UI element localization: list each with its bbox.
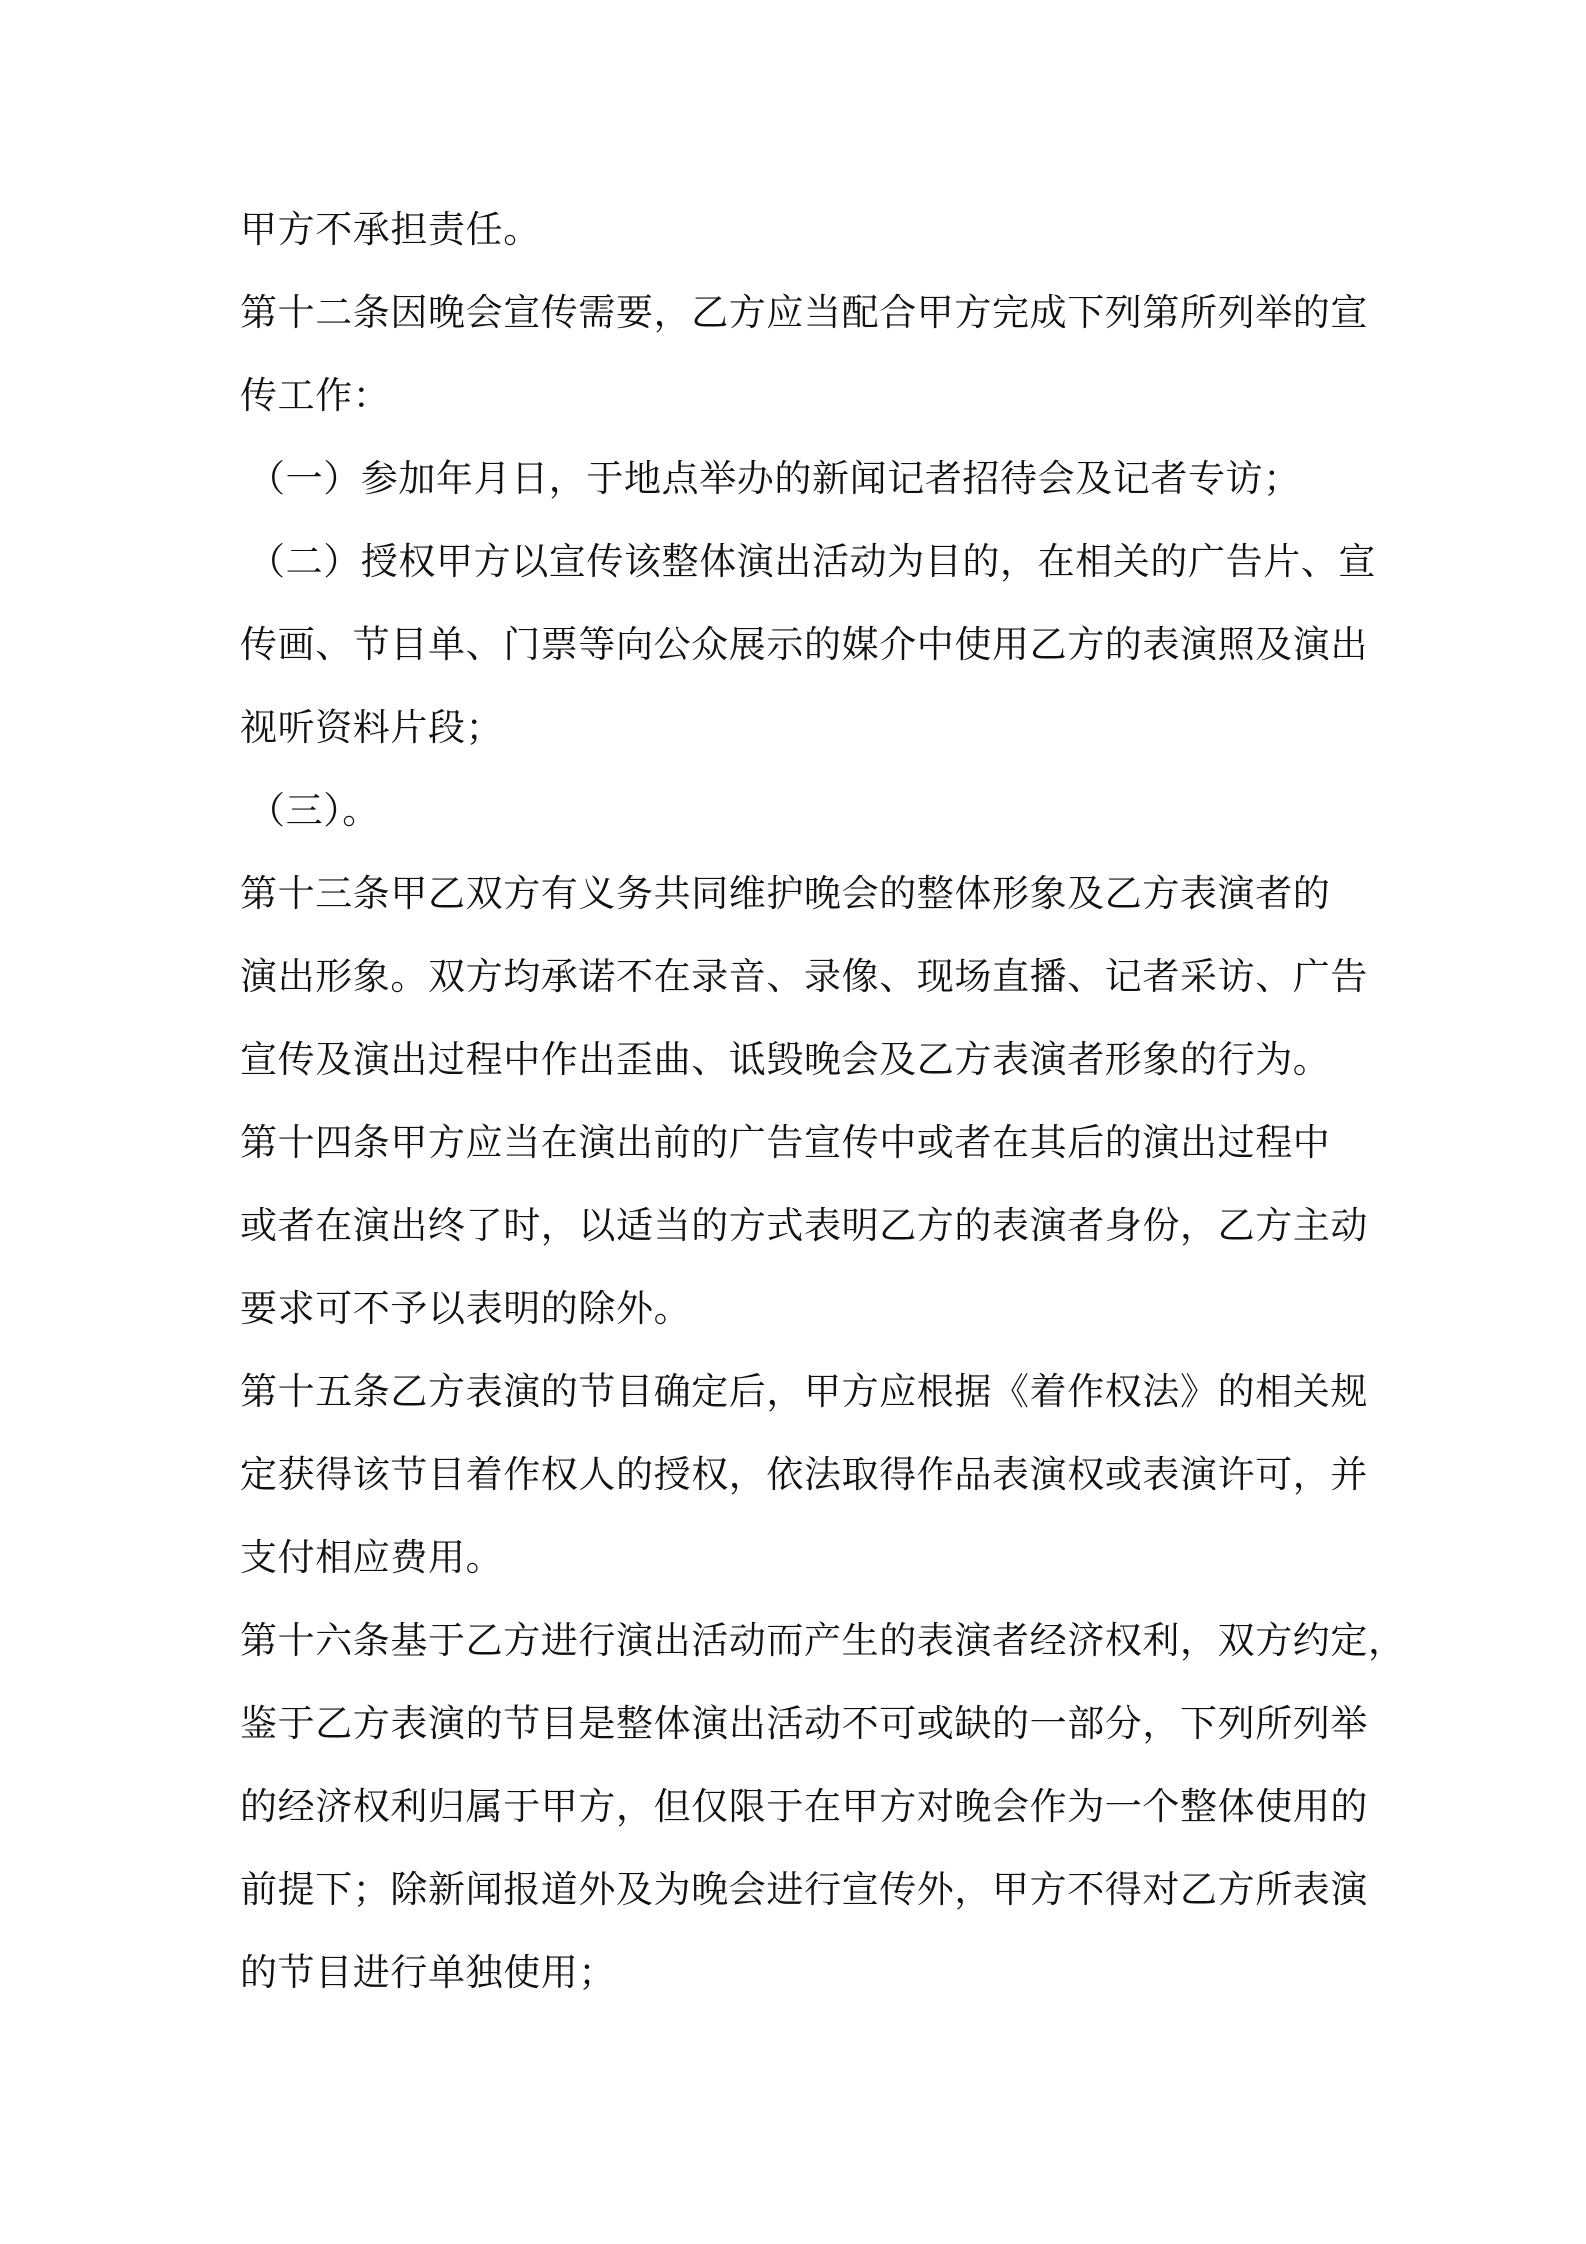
text-line: 第十四条甲方应当在演出前的广告宣传中或者在其后的演出过程中: [240, 1121, 1331, 1164]
text-line: 第十二条因晚会宣传需要，乙方应当配合甲方完成下列第所列举的宣: [240, 291, 1368, 334]
text-line: 传工作：: [240, 374, 391, 417]
text-line: 视听资料片段；: [240, 706, 504, 749]
text-line: 定获得该节目着作权人的授权，依法取得作品表演权或表演许可，并: [240, 1453, 1368, 1496]
text-line: 或者在演出终了时，以适当的方式表明乙方的表演者身份，乙方主动: [240, 1204, 1368, 1247]
text-line: 前提下；除新闻报道外及为晚会进行宣传外，甲方不得对乙方所表演: [240, 1868, 1368, 1911]
text-line: 鉴于乙方表演的节目是整体演出活动不可或缺的一部分，下列所列举: [240, 1702, 1368, 1745]
text-line: 甲方不承担责任。: [240, 208, 541, 251]
text-line: （一）参加年月日，于地点举办的新闻记者招待会及记者专访；: [248, 457, 1301, 500]
text-line: 的节目进行单独使用；: [240, 1951, 616, 1994]
document-body: [240, 188, 1406, 2014]
text-line: 传画、节目单、门票等向公众展示的媒介中使用乙方的表演照及演出: [240, 623, 1368, 666]
text-line: 宣传及演出过程中作出歪曲、诋毁晚会及乙方表演者形象的行为。: [240, 1038, 1331, 1081]
text-line: 第十三条甲乙双方有义务共同维护晚会的整体形象及乙方表演者的: [240, 872, 1331, 915]
text-line: 的经济权利归属于甲方，但仅限于在甲方对晚会作为一个整体使用的: [240, 1785, 1368, 1828]
text-line: 第十六条基于乙方进行演出活动而产生的表演者经济权利，双方约定，: [240, 1619, 1406, 1662]
text-line: 支付相应费用。: [240, 1536, 504, 1579]
text-line: 第十五条乙方表演的节目确定后，甲方应根据《着作权法》的相关规: [240, 1370, 1368, 1413]
text-line: （二）授权甲方以宣传该整体演出活动为目的，在相关的广告片、宣: [248, 540, 1376, 583]
text-line: 要求可不予以表明的除外。: [240, 1287, 692, 1330]
text-line: （三）。: [248, 789, 380, 832]
text-line: 演出形象。双方均承诺不在录音、录像、现场直播、记者采访、广告: [240, 955, 1368, 998]
